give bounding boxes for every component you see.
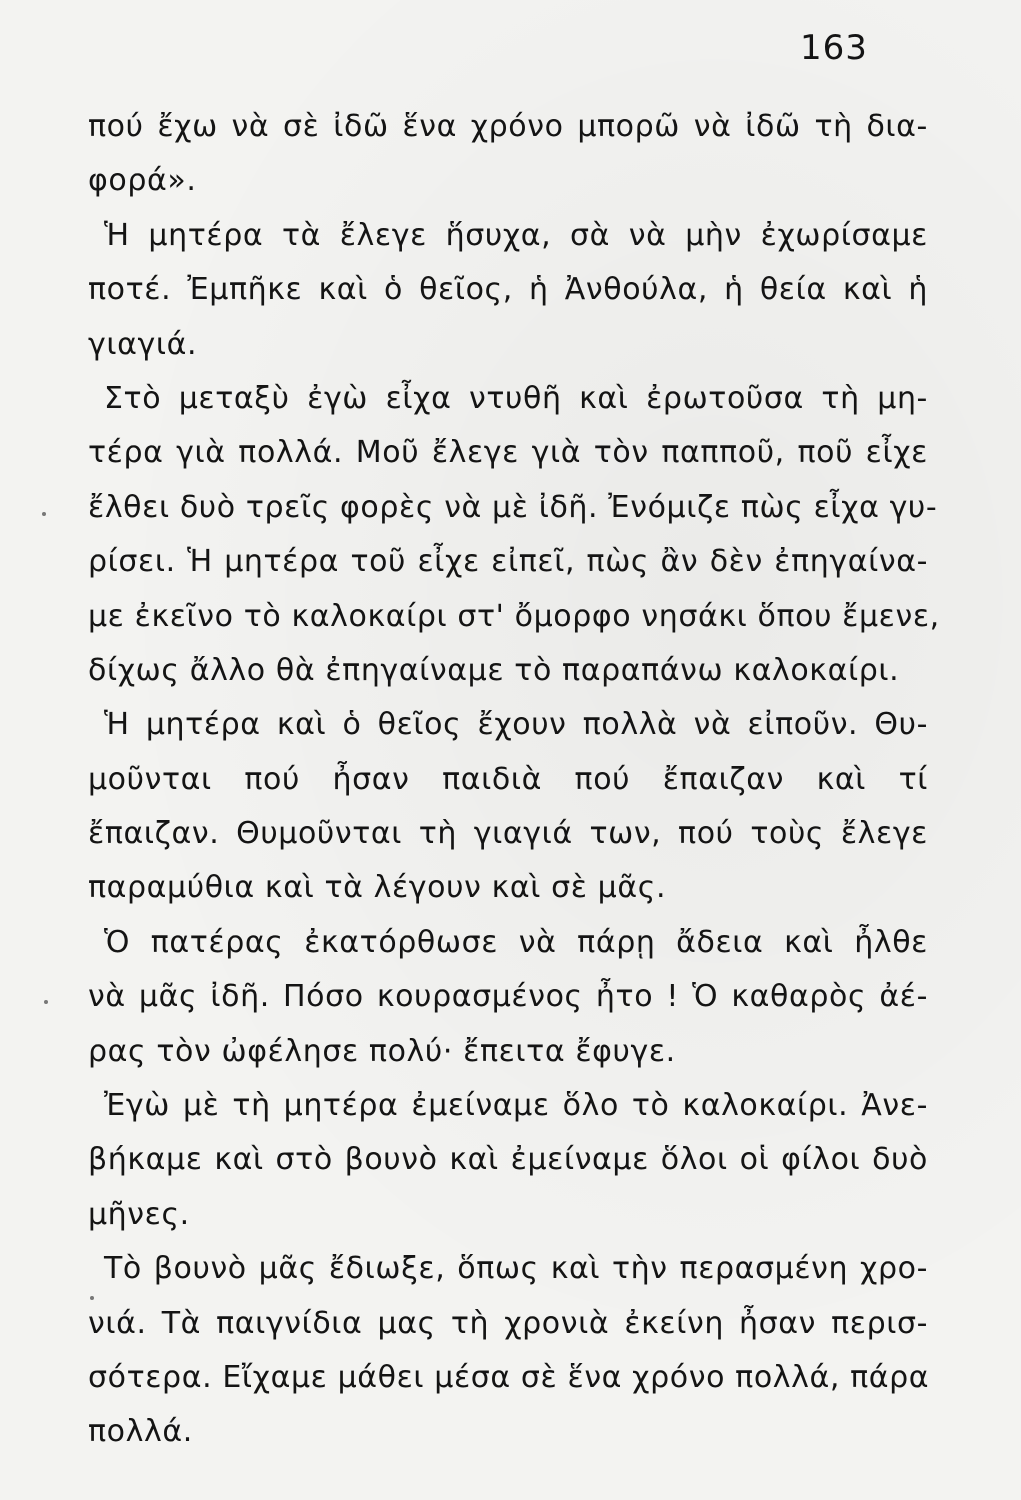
text-line: σότερα. Εἴχαμε μάθει μέσα σὲ ἕνα χρόνο πολλά, πάρα [88,1359,930,1395]
text-line: Στὸ μεταξὺ ἐγὼ εἶχα ντυθῆ καὶ ἐρωτοῦσα τὴ μη- [104,380,928,416]
text-line: μῆνες. [88,1196,190,1232]
text-line: ἔπαιζαν. Θυμοῦνται τὴ γιαγιά των, πού τοὺς ἔλεγε [88,816,928,852]
text-line: παραμύθια καὶ τὰ λέγουν καὶ σὲ μᾶς. [88,870,667,906]
text-line: ἔλθει δυὸ τρεῖς φορὲς νὰ μὲ ἰδῆ. Ἐνόμιζε πὼς εἶχα γυ- [88,489,938,525]
text-line: Ἡ μητέρα καὶ ὁ θεῖος ἔχουν πολλὰ νὰ εἰποῦν. Θυ- [104,707,928,743]
text-line: πολλά. [88,1414,193,1450]
text-line: μοῦνται πού ἦσαν παιδιὰ πού ἔπαιζαν καὶ τί [88,761,928,797]
scan-speck [90,1296,94,1300]
scan-speck [42,512,46,516]
text-line: Τὸ βουνὸ μᾶς ἔδιωξε, ὅπως καὶ τὴν περασμένη χρο- [104,1251,928,1287]
text-line: με ἐκεῖνο τὸ καλοκαίρι στ' ὄμορφο νησάκι ὅπου ἔμενε, [88,598,940,634]
text-line: ρας τὸν ὠφέλησε πολύ· ἔπειτα ἔφυγε. [88,1033,676,1069]
text-line: Ἐγὼ μὲ τὴ μητέρα ἐμείναμε ὅλο τὸ καλοκαίρι. Ἀνε- [104,1088,928,1124]
text-line: Ἡ μητέρα τὰ ἔλεγε ἥσυχα, σὰ νὰ μὴν ἐχωρίσαμε [104,217,928,253]
text-line: νιά. Τὰ παιγνίδια μας τὴ χρονιὰ ἐκείνη ἦσαν περισ- [88,1305,928,1341]
body-text [88,100,940,1460]
text-line: ποτέ. Ἐμπῆκε καὶ ὁ θεῖος, ἡ Ἀνθούλα, ἡ θεία καὶ ἡ [88,272,928,308]
text-line: πού ἔχω νὰ σὲ ἰδῶ ἕνα χρόνο μπορῶ νὰ ἰδῶ τὴ δια- [88,109,928,144]
text-line: νὰ μᾶς ἰδῆ. Πόσο κουρασμένος ἦτο ! Ὁ καθαρὸς ἀέ- [88,979,928,1015]
text-line: τέρα γιὰ πολλά. Μοῦ ἔλεγε γιὰ τὸν παπποῦ, ποῦ εἶχε [88,435,928,471]
text-line: φορά». [88,163,197,199]
text-line: δίχως ἄλλο θὰ ἐπηγαίναμε τὸ παραπάνω καλοκαίρι. [88,652,900,688]
text-line: γιαγιά. [88,326,198,362]
text-line: Ὁ πατέρας ἐκατόρθωσε νὰ πάρῃ ἄδεια καὶ ἦλθε [104,924,928,960]
text-line: ρίσει. Ἡ μητέρα τοῦ εἶχε εἰπεῖ, πὼς ἂν δὲν ἐπηγαίνα- [88,544,928,580]
page-number: 163 [800,28,868,68]
text-line: βήκαμε καὶ στὸ βουνὸ καὶ ἐμείναμε ὅλοι οἱ φίλοι δυὸ [88,1142,928,1178]
scan-speck [44,1000,48,1004]
